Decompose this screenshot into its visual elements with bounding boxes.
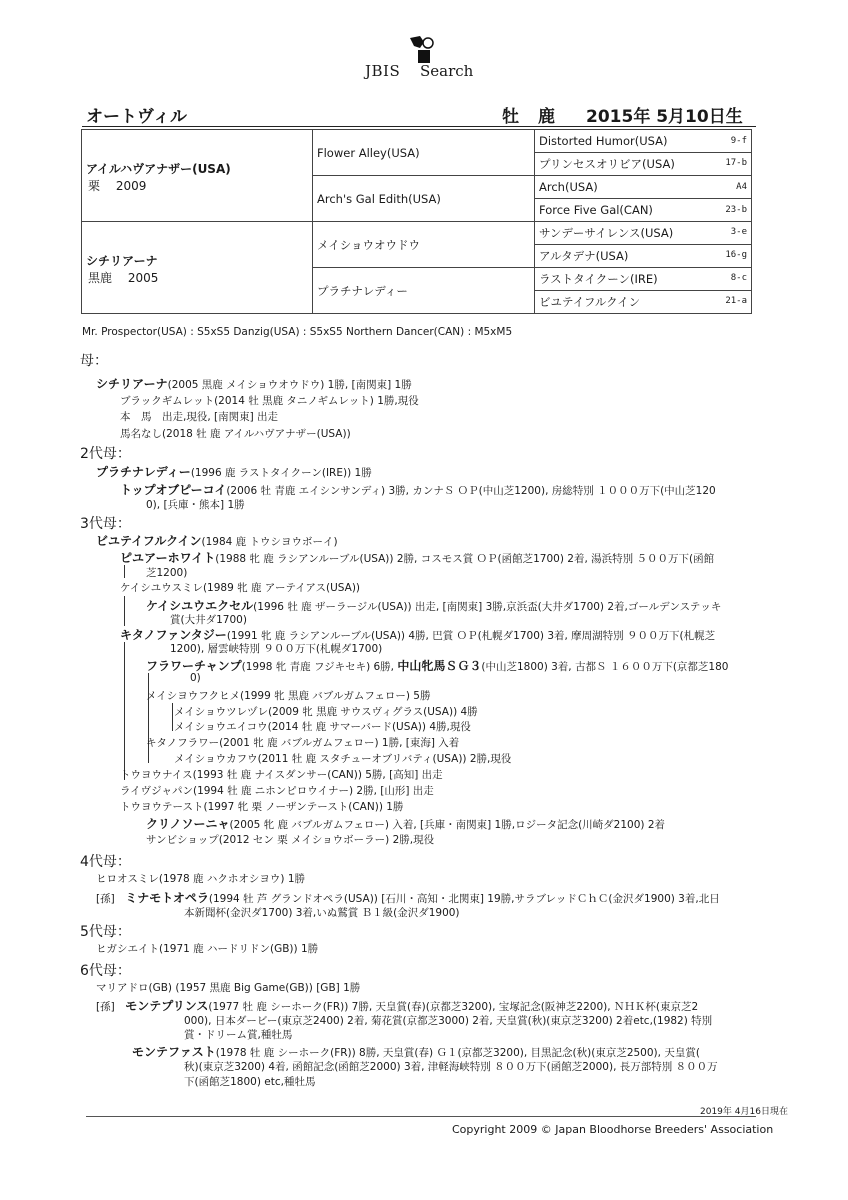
section-dam: 母：	[80, 353, 108, 369]
copyright: Copyright 2009 © Japan Bloodhorse Breeders' Association	[452, 1123, 774, 1136]
family-line-cont: 0), [兵庫・熊本] 1勝	[146, 499, 245, 511]
dam-name: シチリアーナ	[86, 254, 158, 268]
family-line: 馬名なし(2018 牡 鹿 アイルハヴアナザー(USA))	[120, 428, 351, 440]
family-line-cont: 1200), 層雲峡特別 ９００万下(札幌ダ1700)	[170, 643, 383, 655]
inbreeding-info: Mr. Prospector(USA) : S5xS5 Danzig(USA) : S5xS5 Northern Dancer(CAN) : M5xM5	[82, 326, 513, 338]
as-of-date: 2019年 4月16日現在	[700, 1107, 788, 1117]
family-line: トップオブピーコイ(2006 牡 青鹿 エイシンサンディ) 3勝, カンナＳ ＯＰ(中山芝1200), 房総特別 １０００万下(中山芝120	[120, 483, 716, 497]
logo-search: Search	[420, 62, 474, 80]
family-line: トウヨウテースト(1997 牝 栗 ノーザンテースト(CAN)) 1勝	[120, 801, 404, 813]
family-line-cont: 0)	[190, 672, 201, 684]
horse-jockey-icon	[400, 34, 440, 64]
family-line-cont: 下(函館芝1800) etc,種牡馬	[184, 1076, 316, 1088]
sire-sire-cell[interactable]: Flower Alley(USA)	[313, 130, 535, 176]
logo-jbis: JBIS	[365, 62, 401, 80]
family-line: ヒロオスミレ(1978 鹿 ハクホオシヨウ) 1勝	[96, 873, 306, 885]
family-line: フラワーチャンプ(1998 牝 青鹿 フジキセキ) 6勝, 中山牝馬ＳＧ３(中山芝1800) 3着, 古都Ｓ １６００万下(京都芝180	[146, 659, 729, 673]
pedigree-g3-2[interactable]: 17-b プリンセスオリビア(USA)	[535, 153, 752, 176]
family-line: モンテファスト(1978 牡 鹿 シーホーク(FR)) 8勝, 天皇賞(春) Ｇ１(京都芝3200), 目黒記念(秋)(東京芝2500), 天皇賞(	[132, 1045, 700, 1059]
family-line: クリノソーニャ(2005 牝 鹿 バブルガムフェロー) 入着, [兵庫・南関東] 1勝,ロジータ記念(川崎ダ2100) 2着	[146, 817, 666, 831]
family-line: サンビショップ(2012 セン 栗 メイショウボーラー) 2勝,現役	[146, 834, 435, 846]
pedigree-g3-1[interactable]: 9-f Distorted Humor(USA)	[535, 130, 752, 153]
family-line: シチリアーナ(2005 黒鹿 メイショウオウドウ) 1勝, [南関東] 1勝	[96, 377, 412, 391]
family-line: ブラックギムレット(2014 牡 黒鹿 タニノギムレット) 1勝,現役	[120, 395, 419, 407]
family-line-cont: 賞(大井ダ1700)	[170, 614, 247, 626]
section-2nd-dam: 2代母：	[80, 446, 131, 462]
family-line: キタノフラワー(2001 牝 鹿 バブルガムフェロー) 1勝, [東海] 入着	[146, 737, 460, 749]
family-line: 本 馬 出走,現役, [南関東] 出走	[120, 411, 279, 423]
family-line: ビユテイフルクイン(1984 鹿 トウシヨウボーイ)	[96, 534, 338, 548]
pedigree-g3-6[interactable]: 16-g アルタデナ(USA)	[535, 245, 752, 268]
family-line-cont: 本新聞杯(金沢ダ1700) 3着,いぬ鷲賞 Ｂ１級(金沢ダ1900)	[184, 907, 460, 919]
jbis-search-logo	[360, 34, 490, 82]
pedigree-table	[81, 129, 752, 314]
dam-info: 黒鹿 2005	[88, 271, 159, 285]
sire-dam-cell[interactable]: Arch's Gal Edith(USA)	[313, 176, 535, 222]
section-6th-dam: 6代母：	[80, 963, 131, 979]
family-line: ピユアーホワイト(1988 牝 鹿 ラシアンルーブル(USA)) 2勝, コスモス賞 ＯＰ(函館芝1700) 2着, 湯浜特別 ５００万下(函館	[120, 551, 715, 565]
section-5th-dam: 5代母：	[80, 924, 131, 940]
dam-dam-cell[interactable]: プラチナレディー	[313, 268, 535, 314]
family-line-cont: 賞・ドリーム賞,種牡馬	[184, 1029, 293, 1041]
horse-name: オートヴィル	[86, 107, 187, 127]
family-line: メイショウツレヅレ(2009 牝 黒鹿 サウスヴィグラス(USA)) 4勝	[174, 706, 478, 718]
horse-birthdate: 2015年 5月10日生	[586, 107, 743, 127]
pedigree-g3-8[interactable]: 21-a ビユテイフルクイン	[535, 291, 752, 314]
tree-line	[124, 596, 125, 626]
family-line: メイショウカフウ(2011 牡 鹿 スタチューオブリバティ(USA)) 2勝,現役	[174, 753, 512, 765]
horse-sex: 牡	[502, 107, 519, 127]
family-line: [孫] ミナモトオペラ(1994 牡 芦 グランドオペラ(USA)) [石川・高知・北関東] 19勝,サラブレッドＣｈＣ(金沢ダ1900) 3着,北日	[96, 891, 720, 905]
section-3rd-dam: 3代母：	[80, 516, 131, 532]
dam-cell[interactable]	[82, 222, 313, 314]
sire-info: 栗 2009	[88, 179, 147, 193]
horse-color: 鹿	[538, 107, 555, 127]
tree-line	[124, 565, 125, 578]
horse-header	[82, 100, 756, 127]
family-line: メイシヨウフクヒメ(1999 牝 黒鹿 バブルガムフェロー) 5勝	[146, 690, 431, 702]
family-line: プラチナレディー(1996 鹿 ラストタイクーン(IRE)) 1勝	[96, 465, 372, 479]
family-line: ヒガシエイト(1971 鹿 ハードリドン(GB)) 1勝	[96, 943, 319, 955]
family-line-cont: 000), 日本ダービー(東京芝2400) 2着, 菊花賞(京都芝3000) 2着, 天皇賞(秋)(東京芝3200) 2着etc,(1982) 特別	[184, 1015, 713, 1027]
sire-cell[interactable]	[82, 130, 313, 222]
family-line: メイショウエイコウ(2014 牡 鹿 サマーバード(USA)) 4勝,現役	[174, 721, 471, 733]
tree-line	[124, 642, 125, 780]
tree-line	[172, 703, 173, 731]
family-line: ケイシユウスミレ(1989 牝 鹿 アーテイアス(USA))	[120, 582, 361, 594]
family-line: ライヴジャパン(1994 牡 鹿 ニホンピロウイナー) 2勝, [山形] 出走	[120, 785, 434, 797]
family-line-cont: 秋)(東京芝3200) 4着, 函館記念(函館芝2000) 3着, 津軽海峡特別 ８００万下(函館芝2000), 長万部特別 ８００万	[184, 1061, 718, 1073]
family-line: キタノファンタジー(1991 牝 鹿 ラシアンルーブル(USA)) 4勝, 巴賞 ＯＰ(札幌ダ1700) 3着, 摩周湖特別 ９００万下(札幌芝	[120, 628, 716, 642]
pedigree-g3-3[interactable]: A4 Arch(USA)	[535, 176, 752, 199]
family-line: ケイシユウエクセル(1996 牡 鹿 ザーラージル(USA)) 出走, [南関東] 3勝,京浜盃(大井ダ1700) 2着,ゴールデンステッキ	[146, 599, 722, 613]
dam-sire-cell[interactable]: メイショウオウドウ	[313, 222, 535, 268]
family-line-cont: 芝1200)	[146, 567, 188, 579]
family-line: トウヨウナイス(1993 牡 鹿 ナイスダンサー(CAN)) 5勝, [高知] 出走	[120, 769, 443, 781]
family-line: [孫] モンテプリンス(1977 牡 鹿 シーホーク(FR)) 7勝, 天皇賞(春)(京都芝3200), 宝塚記念(阪神芝2200), ＮＨＫ杯(東京芝2	[96, 999, 699, 1013]
footer-divider	[86, 1116, 756, 1117]
sire-name: アイルハヴアナザー(USA)	[86, 162, 231, 176]
pedigree-g3-5[interactable]: 3-e サンデーサイレンス(USA)	[535, 222, 752, 245]
pedigree-g3-4[interactable]: 23-b Force Five Gal(CAN)	[535, 199, 752, 222]
family-line: マリアドロ(GB) (1957 黒鹿 Big Game(GB)) [GB] 1勝	[96, 982, 361, 994]
section-4th-dam: 4代母：	[80, 854, 131, 870]
pedigree-g3-7[interactable]: 8-c ラストタイクーン(IRE)	[535, 268, 752, 291]
